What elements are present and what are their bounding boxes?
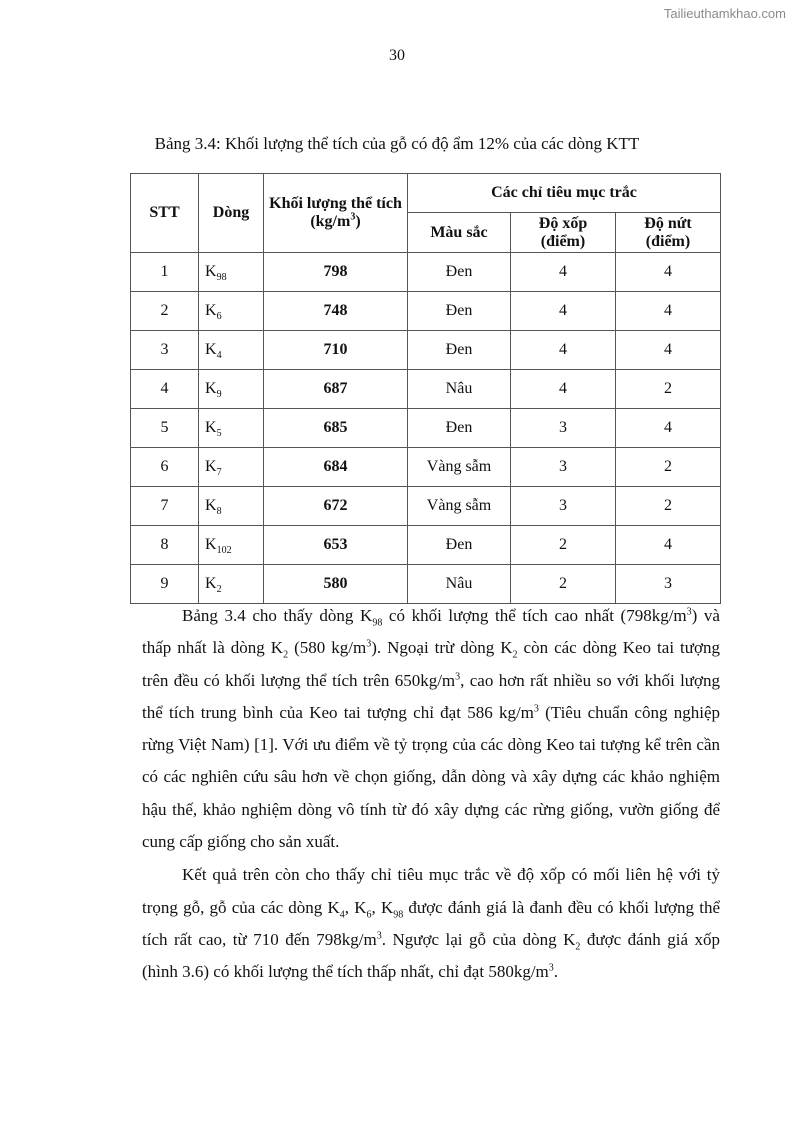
cell-do-nut: 4 [616, 409, 721, 448]
cell-mau-sac: Đen [408, 409, 511, 448]
body-text [142, 600, 720, 990]
table-row [131, 370, 721, 409]
table-row [131, 526, 721, 565]
cell-dong: $K_8$ [199, 487, 264, 526]
text-segment: 6 [366, 909, 372, 921]
cell-do-nut: 2 [616, 370, 721, 409]
cell-klt: 653 [264, 526, 408, 565]
cell-do-xop: 3 [511, 448, 616, 487]
text-segment: , K [371, 897, 394, 917]
cell-do-nut: 2 [616, 448, 721, 487]
cell-do-nut: 4 [616, 253, 721, 292]
text-segment: ) và thấp nhất là dòng K [142, 606, 720, 658]
cell-do-xop: 4 [511, 253, 616, 292]
table-row [131, 448, 721, 487]
cell-dong: $K_6$ [199, 292, 264, 331]
text-segment: được đánh giá là đanh đều có khối lượng thể tích rất cao, từ 710 đến 798kg/m [142, 897, 720, 949]
header-dong: Dòng [199, 174, 264, 253]
page-number: 30 [389, 47, 405, 64]
cell-stt: 7 [131, 487, 199, 526]
cell-stt: 4 [131, 370, 199, 409]
cell-mau-sac: Đen [408, 253, 511, 292]
text-segment: . [553, 962, 559, 982]
header-group: Các chỉ tiêu mục trắc [408, 174, 721, 213]
text-segment: . Ngược lại gỗ của dòng K [381, 929, 576, 949]
paragraph [142, 600, 720, 858]
cell-dong: $K_5$ [199, 409, 264, 448]
cell-dong: $K_4$ [199, 331, 264, 370]
text-segment: 2 [575, 941, 581, 953]
cell-do-nut: 4 [616, 331, 721, 370]
text-segment: 2 [512, 649, 518, 661]
cell-do-xop: 2 [511, 565, 616, 604]
text-segment: 4 [339, 909, 345, 921]
text-segment: 3 [455, 670, 461, 682]
cell-klt: 685 [264, 409, 408, 448]
header-klt: Khối lượng thể tích $(kg/m^3)$ [264, 174, 408, 253]
cell-do-xop: 4 [511, 292, 616, 331]
table-row [131, 409, 721, 448]
watermark: Tailieuthamkhao.com [663, 6, 786, 21]
cell-klt: 580 [264, 565, 408, 604]
cell-mau-sac: Đen [408, 292, 511, 331]
cell-stt: 8 [131, 526, 199, 565]
paragraph [142, 859, 720, 988]
cell-do-nut: 4 [616, 526, 721, 565]
text-segment: có khối lượng thể tích cao nhất (798kg/m [382, 606, 687, 625]
text-segment: 3 [533, 703, 539, 715]
text-segment: , cao hơn rất nhiều so với khối lượng thể tích trung bình của Keo tai tượng chỉ đạt 586 kg/m [142, 670, 720, 722]
cell-mau-sac: Đen [408, 331, 511, 370]
cell-do-nut: 2 [616, 487, 721, 526]
cell-dong: $K_{98}$ [199, 253, 264, 292]
header-mau-sac: Màu sắc [408, 213, 511, 253]
table-row [131, 487, 721, 526]
cell-do-xop: 3 [511, 487, 616, 526]
header-do-xop: Độ xốp (điểm) [511, 213, 616, 253]
table-row [131, 331, 721, 370]
cell-stt: 2 [131, 292, 199, 331]
cell-klt: 684 [264, 448, 408, 487]
text-segment: 98 [372, 617, 383, 629]
text-segment: 3 [548, 962, 554, 974]
header-do-nut: Độ nứt (điểm) [616, 213, 721, 253]
cell-do-nut: 4 [616, 292, 721, 331]
text-segment: Bảng 3.4 cho thấy dòng K [182, 606, 373, 625]
cell-mau-sac: Nâu [408, 370, 511, 409]
cell-stt: 3 [131, 331, 199, 370]
cell-mau-sac: Đen [408, 526, 511, 565]
cell-dong: $K_7$ [199, 448, 264, 487]
data-table [130, 173, 721, 604]
cell-mau-sac: Vàng sẫm [408, 487, 511, 526]
cell-dong: $K_{102}$ [199, 526, 264, 565]
text-segment: còn các dòng Keo tai tượng trên đều có khối lượng thể tích trên 650kg/m [142, 638, 720, 690]
header-stt: STT [131, 174, 199, 253]
cell-stt: 1 [131, 253, 199, 292]
cell-stt: 5 [131, 409, 199, 448]
cell-dong: $K_2$ [199, 565, 264, 604]
text-segment: 98 [393, 909, 404, 921]
cell-klt: 672 [264, 487, 408, 526]
text-segment: 3 [686, 606, 692, 618]
cell-do-xop: 4 [511, 331, 616, 370]
cell-klt: 687 [264, 370, 408, 409]
cell-do-xop: 2 [511, 526, 616, 565]
text-segment: 3 [376, 930, 382, 942]
cell-stt: 6 [131, 448, 199, 487]
text-segment: 3 [366, 638, 372, 650]
cell-do-nut: 3 [616, 565, 721, 604]
cell-mau-sac: Vàng sẫm [408, 448, 511, 487]
cell-klt: 748 [264, 292, 408, 331]
text-segment: được đánh giá xốp (hình 3.6) có khối lượng thể tích thấp nhất, chỉ đạt 580kg/m [142, 929, 720, 982]
text-segment: 2 [283, 649, 289, 661]
table-row [131, 253, 721, 292]
table-row [131, 292, 721, 331]
text-segment: , K [344, 897, 367, 917]
table-caption: Bảng 3.4: Khối lượng thể tích của gỗ có độ ẩm 12% của các dòng KTT [154, 134, 640, 153]
text-segment: (Tiêu chuẩn công nghiệp rừng Việt Nam) [1]. Với ưu điểm về tỷ trọng của các dòng Keo tai tượng kể trên cần có các nghiên cứu sâu hơn về chọn giống, dẫn dòng và xây dựng các khảo nghiệm hậu thế, khảo nghiệm dòng vô tính từ đó xây dựng các rừng giống, vườn giống để cung cấp giống cho sản xuất. [142, 702, 720, 852]
cell-do-xop: 4 [511, 370, 616, 409]
text-segment: ). Ngoại trừ dòng K [371, 638, 513, 658]
cell-klt: 798 [264, 253, 408, 292]
text-segment: (580 kg/m [288, 638, 367, 658]
cell-dong: $K_9$ [199, 370, 264, 409]
cell-do-xop: 3 [511, 409, 616, 448]
table-row [131, 565, 721, 604]
cell-klt: 710 [264, 331, 408, 370]
cell-stt: 9 [131, 565, 199, 604]
cell-mau-sac: Nâu [408, 565, 511, 604]
text-segment: Kết quả trên còn cho thấy chỉ tiêu mục trắc về độ xốp có mối liên hệ với tỷ trọng gỗ, gỗ của các dòng K [142, 865, 720, 917]
